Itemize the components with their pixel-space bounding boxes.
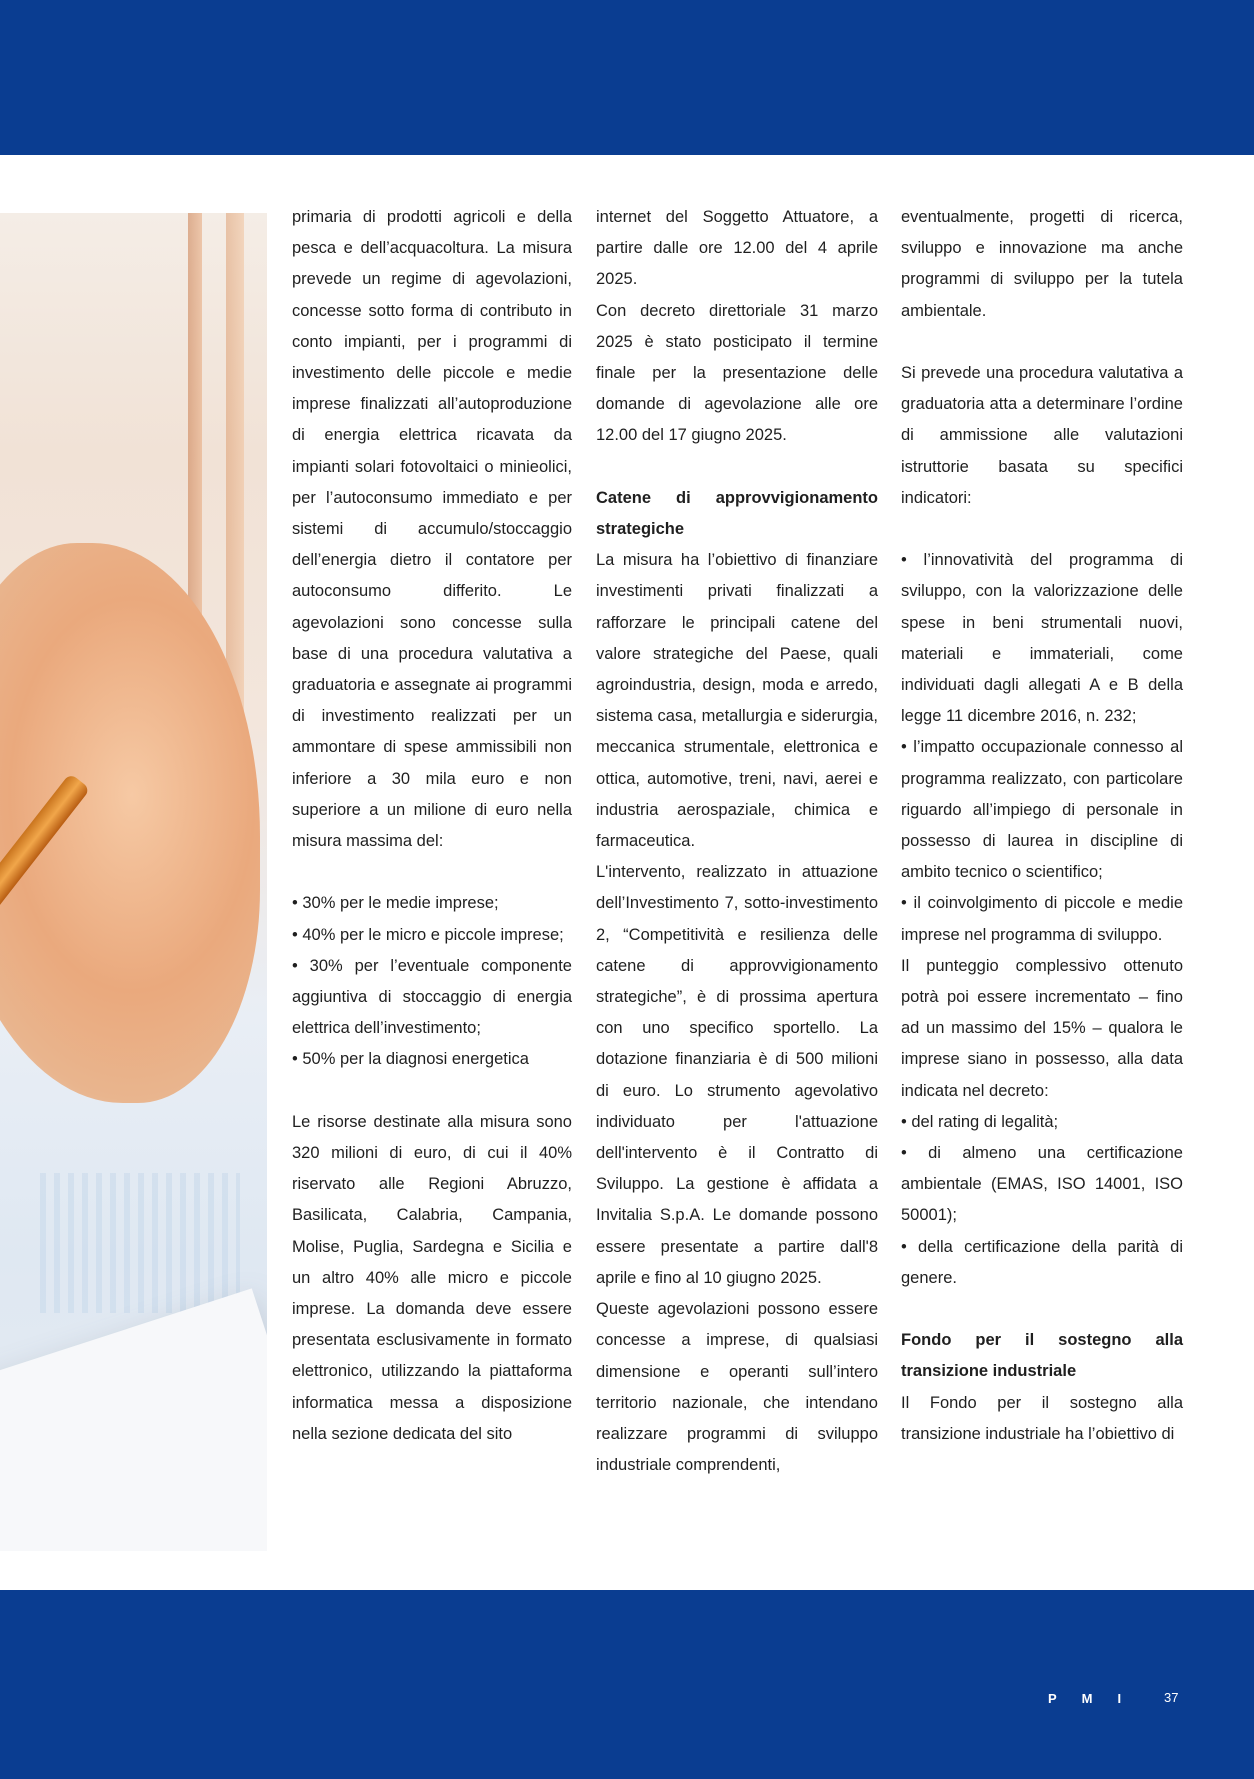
paragraph: Queste agevolazioni possono essere concesse a imprese, di qualsiasi dimensione e operanti sull’intero territorio nazionale, che intendano realizzare programmi di sviluppo industriale comprendenti, (596, 1300, 878, 1475)
bullet-item: • della certificazione della parità di genere. (901, 1237, 1183, 1287)
bullet-item: • l’impatto occupazionale connesso al programma realizzato, con particolare riguardo all’impiego di personale in possesso di laurea in discipline di ambito tecnico o scientifico; (901, 738, 1183, 882)
bullet-item: • di almeno una certificazione ambientale (EMAS, ISO 14001, ISO 50001); (901, 1144, 1183, 1225)
paragraph: primaria di prodotti agricoli e della pesca e dell’acquacoltura. La misura prevede un regime di agevolazioni, concesse sotto forma di contributo in conto impianti, per i programmi di investimento delle piccole e medie imprese finalizzati all’autoproduzione di energia elettrica ricavata da impianti solari fotovoltaici o minieolici, per l’autoconsumo immediato e per sistemi di accumulo/stoccaggio dell’energia dietro il contatore per autoconsumo differito. Le agevolazioni sono concesse sulla base di una procedura valutativa a graduatoria e assegnate ai programmi di investimento realizzati per un ammontare di spese ammissibili non inferiore a 30 mila euro e non superiore a un milione di euro nella misura massima del: (292, 208, 572, 851)
page-number: 37 (1164, 1690, 1179, 1705)
bullet-item: • il coinvolgimento di piccole e medie imprese nel programma di sviluppo. (901, 894, 1183, 944)
column-3 (901, 202, 1183, 1450)
paragraph: Le risorse destinate alla misura sono 320 milioni di euro, di cui il 40% riservato alle Regioni Abruzzo, Basilicata, Calabria, Campania, Molise, Puglia, Sardegna e Sicilia e un altro 40% alle micro e piccole imprese. La domanda deve essere presentata esclusivamente in formato elettronico, utilizzando la piattaforma informatica messa a disposizione nella sezione dedicata del sito (292, 1112, 572, 1443)
paragraph: internet del Soggetto Attuatore, a partire dalle ore 12.00 del 4 aprile 2025. (596, 208, 878, 289)
paragraph: La misura ha l’obiettivo di finanziare investimenti privati finalizzati a rafforzare le principali catene del valore strategiche del Paese, quali agroindustria, design, moda e arredo, sistema casa, metallurgia e siderurgia, meccanica strumentale, elettronica e ottica, automotive, treni, navi, aerei e industria aerospaziale, chimica e farmaceutica. (596, 551, 878, 851)
paragraph: Si prevede una procedura valutativa a graduatoria atta a determinare l’ordine di ammissione alle valutazioni istruttorie basata su specifici indicatori: (901, 364, 1183, 507)
magazine-brand: PMI (1048, 1691, 1147, 1706)
paragraph: L'intervento, realizzato in attuazione dell’Investimento 7, sotto-investimento 2, “Competitività e resilienza delle catene di approvvigionamento strategiche”, è di prossima apertura con uno specifico sportello. La dotazione finanziaria è di 500 milioni di euro. Lo strumento agevolativo individuato per l'attuazione dell'intervento è il Contratto di Sviluppo. La gestione è affidata a Invitalia S.p.A. Le domande possono essere presentate a partire dall'8 aprile e fino al 10 giugno 2025. (596, 863, 878, 1287)
bullet-item: • 50% per la diagnosi energetica (292, 1050, 529, 1069)
column-1 (292, 202, 572, 1450)
bullet-item: • 40% per le micro e piccole imprese; (292, 925, 564, 944)
bullet-item: • 30% per l’eventuale componente aggiuntiva di stoccaggio di energia elettrica dell’investimento; (292, 956, 572, 1038)
paragraph: Con decreto direttoriale 31 marzo 2025 è stato posticipato il termine finale per la presentazione delle domande di agevolazione alle ore 12.00 del 17 giugno 2025. (596, 301, 878, 445)
bullet-item: • 30% per le medie imprese; (292, 894, 499, 913)
photo-paper (0, 1288, 267, 1551)
column-2 (596, 202, 878, 1481)
photo-chart-paper (40, 1173, 240, 1313)
bullet-item: • del rating di legalità; (901, 1112, 1059, 1131)
footer-band (0, 1590, 1254, 1779)
section-heading: Catene di approvvigionamento strategiche (596, 488, 878, 539)
hand-with-pen-photo (0, 213, 267, 1551)
header-band (0, 0, 1254, 155)
bullet-item: • l’innovatività del programma di sviluppo, con la valorizzazione delle spese in beni strumentali nuovi, materiali e immateriali, come individuati dagli allegati A e B della legge 11 dicembre 2016, n. 232; (901, 551, 1183, 726)
paragraph: Il Fondo per il sostegno alla transizione industriale ha l’obiettivo di (901, 1393, 1183, 1443)
paragraph: Il punteggio complessivo ottenuto potrà poi essere incrementato – fino ad un massimo del 15% – qualora le imprese siano in possesso, alla data indicata nel decreto: (901, 956, 1183, 1100)
section-heading: Fondo per il sostegno alla transizione industriale (901, 1331, 1183, 1381)
paragraph: eventualmente, progetti di ricerca, sviluppo e innovazione ma anche programmi di sviluppo per la tutela ambientale. (901, 208, 1183, 320)
